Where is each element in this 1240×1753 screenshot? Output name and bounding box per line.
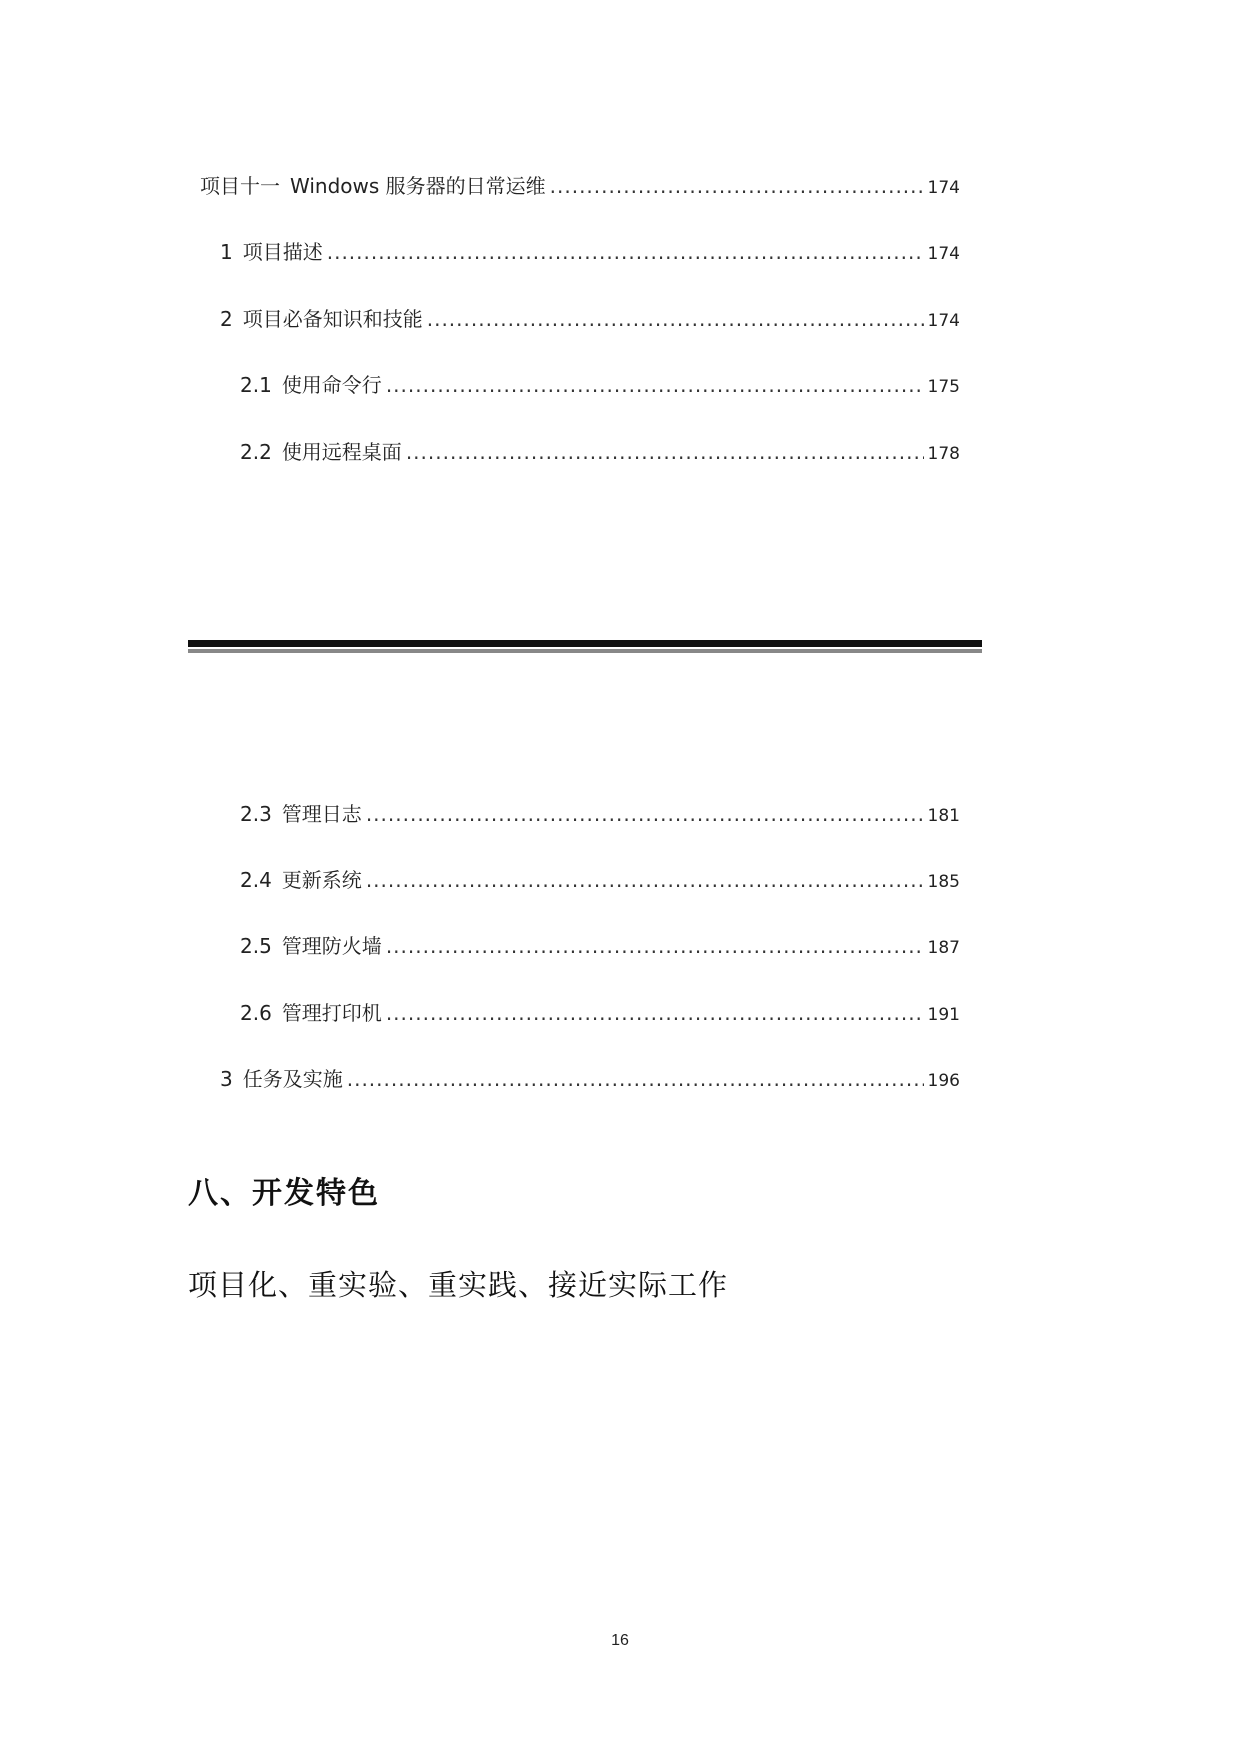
toc-leader (347, 1065, 924, 1093)
toc-page-number: 175 (927, 377, 960, 397)
toc-leader (386, 371, 924, 399)
toc-entry-label: 2.5 管理防火墙 (240, 934, 382, 958)
toc-entry (240, 800, 960, 828)
toc-page-number: 191 (927, 1005, 960, 1025)
toc-entry-label: 3 任务及实施 (220, 1067, 343, 1091)
toc-entry-label: 项目十一 Windows 服务器的日常运维 (200, 174, 546, 198)
toc-leader (327, 238, 924, 266)
toc-page-number: 196 (927, 1071, 960, 1091)
toc-entry-label: 1 项目描述 (220, 240, 323, 264)
toc-page-number: 174 (927, 244, 960, 264)
toc-entry (240, 999, 960, 1027)
toc-entry (240, 438, 960, 466)
toc-page-number: 174 (927, 311, 960, 331)
toc-leader (550, 172, 924, 200)
toc-leader (366, 800, 924, 828)
toc-entry-label: 2.3 管理日志 (240, 802, 362, 826)
toc-leader (366, 866, 924, 894)
divider-thick-rule (188, 640, 982, 647)
toc-entry (220, 1065, 960, 1093)
toc-entry (200, 172, 960, 200)
toc-page-number: 174 (927, 178, 960, 198)
page-divider (188, 640, 982, 654)
toc-page-number: 185 (927, 872, 960, 892)
toc-page-number: 187 (927, 938, 960, 958)
toc-leader (386, 999, 924, 1027)
page-number: 16 (611, 1632, 629, 1649)
toc-entry (240, 932, 960, 960)
toc-entry (240, 371, 960, 399)
toc-entry-label: 2.1 使用命令行 (240, 373, 382, 397)
section-heading: 八、开发特色 (188, 1176, 380, 1211)
toc-entry-label: 2.2 使用远程桌面 (240, 440, 402, 464)
toc-entry-label: 2.4 更新系统 (240, 868, 362, 892)
toc-leader (386, 932, 924, 960)
toc-leader (406, 438, 924, 466)
section-body-text: 项目化、重实验、重实践、接近实际工作 (188, 1268, 729, 1302)
toc-page-number: 181 (927, 806, 960, 826)
toc-entry (240, 866, 960, 894)
toc-leader (427, 305, 924, 333)
toc-page-number: 178 (927, 444, 960, 464)
toc-entry-label: 2.6 管理打印机 (240, 1001, 382, 1025)
toc-entry-label: 2 项目必备知识和技能 (220, 307, 423, 331)
divider-thin-rule (188, 649, 982, 653)
toc-entry (220, 305, 960, 333)
toc-entry (220, 238, 960, 266)
